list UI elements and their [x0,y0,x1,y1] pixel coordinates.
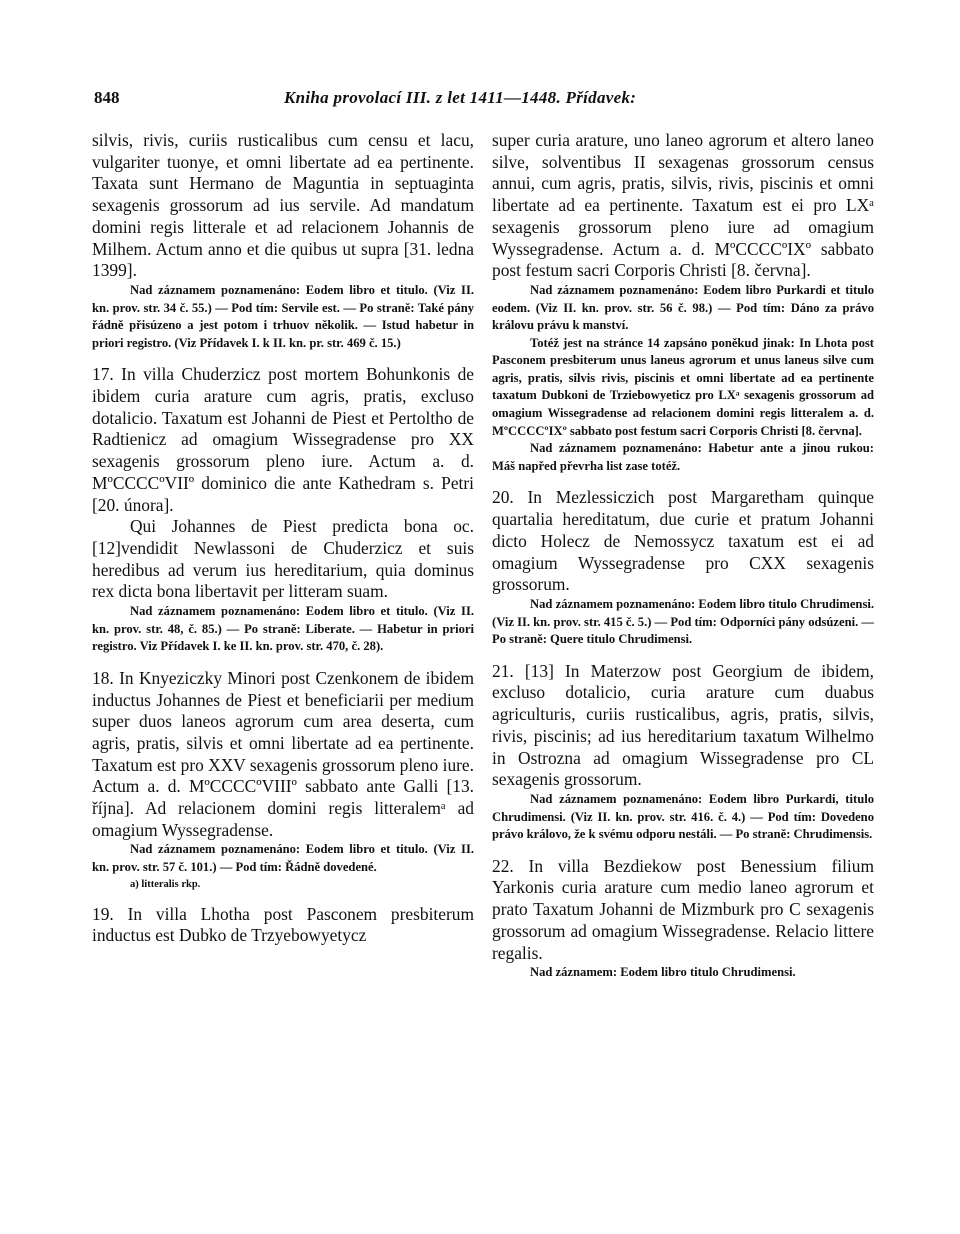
footnote: a) litteralis rkp. [130,878,201,890]
editorial-note: Nad záznamem poznamenáno: Eodem libro Purkardi et titulo eodem. (Viz II. kn. prov. str. 56 č. 98.) — Pod tím: Dáno za právo královu právu k manství. [492,282,874,333]
entry-paragraph: 21. [13] In Materzow post Georgium de ibidem, excluso dotalicio, curia arature cum duabus agriculturis, curiis rusticalibus, agris, pratis, silvis, rivis, piscinis; ad ius hereditarium taxatum Wilhelmo in Ostrozna ad omagium Wissegradense pro CL sexagenis grossorum. [492,660,874,790]
entry-paragraph: Qui Johannes de Piest predicta bona oc. [12]vendidit Newlassoni de Chuderzicz et suis heredibus ad verum ius hereditarium, quia dominus rex dicta bona libertavit per litteram suam. [92,516,474,602]
editorial-note: Nad záznamem poznamenáno: Eodem libro et titulo. (Viz II. kn. prov. str. 34 č. 55.) — Pod tím: Servile est. — Po straně: Také pány řádně přisúzeno a jest potom i trhuov několik. — Istud habetur in priori registro. (Viz Přídavek I. k II. kn. pr. str. 469 č. 15.) [92,282,474,350]
entry-paragraph: 18. In Knyeziczky Minori post Czenkonem de ibidem inductus Johannes de Piest et beneficiarii per medium super duos laneos agrorum cum area deserta, cum agris, pratis, silvis et omni libertate ad ea pertinente. Taxatum est pro XXV sexagenis grossorum pleno iure. Actum a. d. MºCCCCºVIIIº sabbato ante Galli [13. října]. Ad relacionem domini regis litteralemᵃ ad omagium Wyssegradense. [92,667,474,840]
running-title: Kniha provolací III. z let 1411—1448. Přídavek: [284,88,637,107]
editorial-note: Nad záznamem poznamenáno: Eodem libro et titulo. (Viz II. kn. prov. str. 48, č. 85.) — Po straně: Liberate. — Habetur in priori registro. Viz Přídavek I. ke II. kn. prov. str. 470, č. 28). [92,604,474,654]
entry-paragraph: 20. In Mezlessiczich post Margaretham quinque quartalia hereditatum, due curie et pratum Johanni dicto Holecz de Nemossycz taxatum est ei ad omagium Wyssegradense pro CXX sexagenis grossorum. [492,487,874,595]
page-header [94,88,870,114]
left-column [92,130,474,947]
entry-paragraph: 19. In villa Lhotha post Pasconem presbiterum inductus est Dubko de Trzyebowyetycz [92,903,474,946]
right-column [492,130,874,982]
editorial-note: Nad záznamem poznamenáno: Habetur ante a jinou rukou: Máš napřed převrha list zase totéž. [492,441,874,473]
editorial-note: Nad záznamem poznamenáno: Eodem libro Purkardi, titulo Chrudimensi. (Viz II. kn. prov. str. 416. č. 4.) — Pod tím: Dovedeno právo královo, že k svému odporu nestáli. — Po straně: Chrudimensis. [492,791,874,842]
editorial-note: Nad záznamem poznamenáno: Eodem libro et titulo. (Viz II. kn. prov. str. 57 č. 101.) — Pod tím: Řádně dovedené. [92,842,474,875]
entry-paragraph: 17. In villa Chuderzicz post mortem Bohunkonis de ibidem curia arature cum agris, pratis, excluso dotalicio. Taxatum est Johanni de Piest et Pertoltho de Radtienicz ad omagium Wissegradense pro XX sexagenis grossorum pleno iure. Actum a. d. MºCCCCºVIIº dominico die ante Kathedram s. Petri [20. února]. [92,364,474,515]
editorial-note: Nad záznamem: Eodem libro titulo Chrudimensi. [530,965,796,980]
entry-paragraph: 22. In villa Bezdiekow post Benessium filium Yarkonis curia arature cum medio laneo agrorum et prato Taxatum Johanni de Mizmburk pro C sexagenis grossorum ad omagium Wissegradense. Relacio littere regalis. [492,855,874,963]
editorial-note: Nad záznamem poznamenáno: Eodem libro titulo Chrudimensi. (Viz II. kn. prov. str. 415 č. 5.) — Pod tím: Odporníci pány odsúzeni. — Po straně: Quere titulo Chrudimensi. [492,596,874,647]
entry-paragraph: super curia arature, uno laneo agrorum et altero laneo silve, solventibus II sexagenas grossorum census annui, cum agris, pratis, silvis, rivis, piscinis et omni libertate ad ea pertinente. Taxatum est ei pro LXᵃ sexagenis grossorum pleno iure ad omagium Wyssegradense. Actum a. d. MºCCCCºIXº sabbato post festum sacri Corporis Christi [8. června]. [492,130,874,281]
page-number: 848 [94,88,120,107]
editorial-note: Totéž jest na stránce 14 zapsáno poněkud jinak: In Lhota post Pasconem presbiterum unus laneus agrorum et unus laneus silve cum agris, pratis, silvis rivis, piscinis et omni libertate ad ea pertinente taxatum Dubkoni de Trziebowyeticz pro LXᵃ sexagenis grossorum ad omagium Wissegradense ad relacionem domini regis litteralem a. d. MºCCCCºIXº sabbato post festum sacri Corporis Christi [8. června]. [492,335,874,438]
entry-paragraph: silvis, rivis, curiis rusticalibus cum censu et lacu, vulgariter tuonye, et omni libertate ad ea pertinente. Taxata sunt Hermano de Maguntia in septuaginta sexagenis grossorum ad ius servile. Ad mandatum domini regis litterale et ad relacionem Johannis de Milhem. Actum anno et die quibus ut supra [31. ledna 1399]. [92,130,474,281]
